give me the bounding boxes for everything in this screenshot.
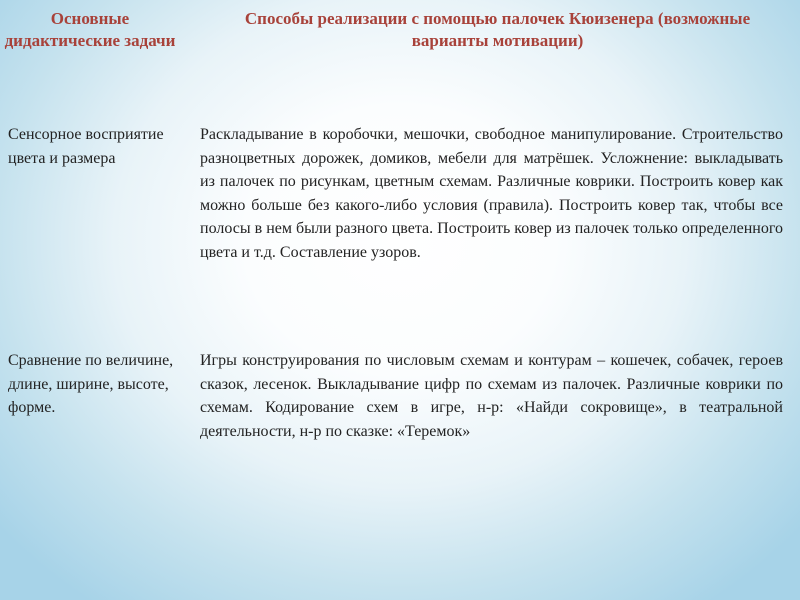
task-cell-comparison: Сравнение по величине, длине, ширине, высоте, форме. — [8, 352, 174, 416]
methods-cell-sensory: Раскладывание в коробочки, мешочки, свободное манипулирование. Строительство разноцветных дорожек, домиков, мебели для матрёшек. Усложнение: выкладывать из палочек по рисункам, цветным схемам. Различные коврики. Построить ковер как можно больше без какого-либо условия (правила). Построить ковер так, чтобы все полосы в нем были разного цвета. Построить ковер из палочек только определенного цвета и т.д. Составление узоров. — [200, 126, 783, 261]
task-cell-sensory: Сенсорное восприятие цвета и размера — [8, 126, 164, 167]
column-header-tasks: Основные дидактические задачи — [4, 9, 176, 50]
methods-cell-comparison: Игры конструирования по числовым схемам и контурам – кошечек, собачек, героев сказок, лесенок. Выкладывание цифр по схемам из палочек. Различные коврики по схемам. Кодирование схем в игре, н-р: «Найди сокровище», в театральной деятельности, н-р по сказке: «Теремок» — [200, 352, 783, 440]
column-header-methods: Способы реализации с помощью палочек Кюизенера (возможные варианты мотивации) — [244, 9, 751, 50]
